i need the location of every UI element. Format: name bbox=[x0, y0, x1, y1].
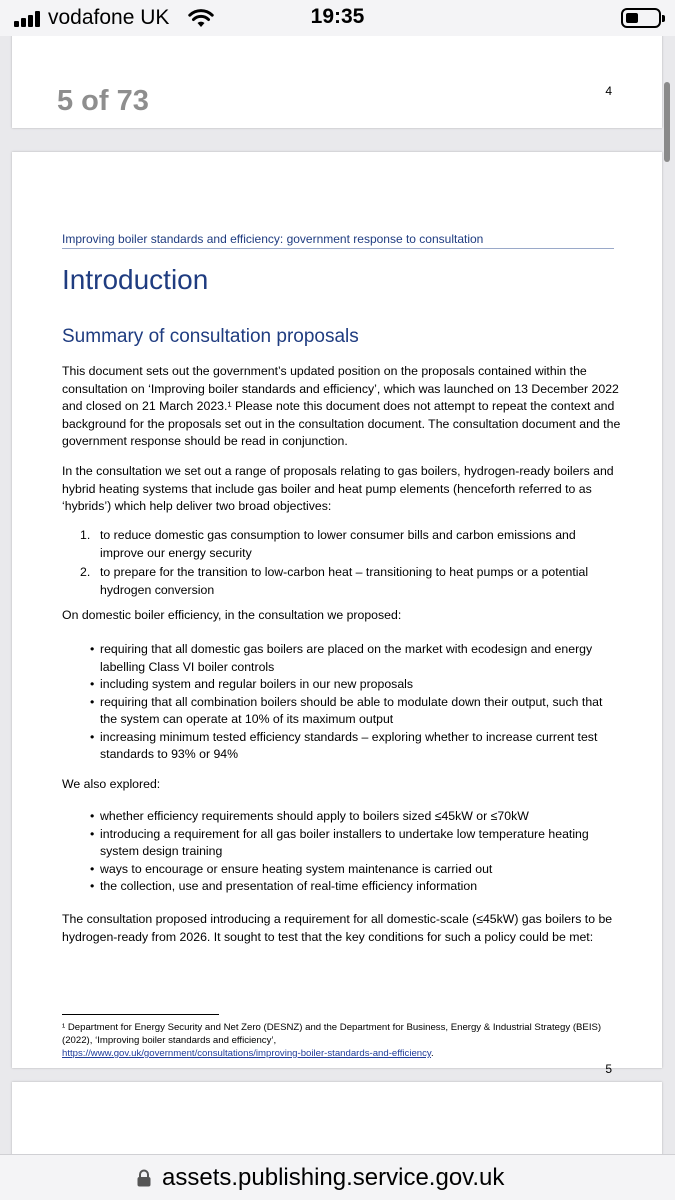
previous-page-number: 4 bbox=[605, 84, 612, 98]
efficiency-bullet-list bbox=[90, 641, 620, 764]
pdf-viewer[interactable] bbox=[0, 36, 675, 1154]
battery-icon bbox=[621, 8, 661, 28]
page-title: Introduction bbox=[62, 264, 209, 295]
list-item bbox=[90, 826, 620, 861]
bullet-icon: • bbox=[90, 809, 95, 823]
list-item bbox=[90, 878, 620, 896]
footnote-end: . bbox=[431, 1048, 434, 1059]
url-bar[interactable] bbox=[0, 1154, 675, 1200]
bullet-icon: • bbox=[90, 694, 95, 709]
list-number: 2. bbox=[80, 565, 91, 579]
paragraph: On domestic boiler efficiency, in the consultation we proposed: bbox=[62, 608, 402, 622]
list-item-text: the collection, use and presentation of real-time efficiency information bbox=[100, 879, 478, 893]
next-page bbox=[12, 1082, 662, 1154]
status-bar bbox=[0, 0, 675, 36]
list-item bbox=[90, 641, 620, 676]
list-item-text: requiring that all combination boilers should be able to modulate down their output, such that the system can operate at 10% of its maximum output bbox=[100, 694, 603, 726]
footnote-divider bbox=[62, 1014, 219, 1015]
clock: 19:35 bbox=[310, 5, 365, 28]
footnote-link[interactable]: https://www.gov.uk/government/consultations/improving-boiler-standards-and-efficiency bbox=[62, 1048, 432, 1059]
bullet-icon: • bbox=[90, 861, 95, 876]
paragraph: The consultation proposed introducing a requirement for all domestic-scale (≤45kW) gas boilers to be hydrogen-ready from 2026. It sought to test that the key conditions for such a policy could be met: bbox=[62, 912, 613, 944]
list-item-text: introducing a requirement for all gas boiler installers to undertake low temperature heating system design training bbox=[100, 826, 589, 858]
scrollbar[interactable] bbox=[664, 82, 670, 162]
bullet-icon: • bbox=[90, 879, 95, 893]
running-head: Improving boiler standards and efficiency: government response to consultation bbox=[62, 232, 484, 246]
lock-icon bbox=[136, 1169, 152, 1187]
list-item-text: including system and regular boilers in our new proposals bbox=[100, 677, 414, 691]
footnote bbox=[62, 1021, 622, 1060]
paragraph: This document sets out the government’s updated position on the proposals contained within the consultation on ‘Improving boiler standards and efficiency’, which was launched on 13 December 2022 and closed on 21 March 2023.¹ Please note this document does not attempt to repeat the context and background for the proposals set out in the consultation document. The consultation document and the government response should be read in conjunction. bbox=[62, 364, 621, 448]
paragraph: In the consultation we set out a range of proposals relating to gas boilers, hydrogen-ready boilers and hybrid heating systems that include gas boiler and heat pump elements (henceforth referred to as ‘hybrids’) which help deliver two broad objectives: bbox=[62, 464, 614, 513]
url-text[interactable]: assets.publishing.service.gov.uk bbox=[162, 1164, 505, 1191]
objectives-list bbox=[80, 527, 620, 601]
bullet-icon: • bbox=[90, 642, 95, 656]
list-item bbox=[90, 729, 620, 764]
paragraph: We also explored: bbox=[62, 777, 161, 791]
list-item-text: ways to encourage or ensure heating system maintenance is carried out bbox=[100, 861, 493, 876]
footnote-text: ¹ Department for Energy Security and Net Zero (DESNZ) and the Department for Business, Energy & Industrial Strategy (BEIS) (2022), ‘Improving boiler standards and efficiency’, bbox=[62, 1022, 602, 1046]
header-divider bbox=[62, 248, 614, 249]
list-item-text: whether efficiency requirements should apply to boilers sized ≤45kW or ≤70kW bbox=[100, 809, 529, 823]
list-item-text: to prepare for the transition to low-carbon heat – transitioning to heat pumps or a potential hydrogen conversion bbox=[100, 565, 589, 597]
list-item bbox=[90, 676, 620, 694]
list-item-text: requiring that all domestic gas boilers are placed on the market with ecodesign and energy labelling Class VI boiler controls bbox=[100, 642, 593, 674]
bullet-icon: • bbox=[90, 677, 95, 691]
page-indicator: 5 of 73 bbox=[57, 85, 149, 117]
section-heading: Summary of consultation proposals bbox=[62, 326, 359, 347]
bullet-icon: • bbox=[90, 729, 95, 744]
list-item bbox=[90, 808, 620, 826]
list-item bbox=[90, 861, 620, 879]
list-item bbox=[80, 527, 620, 562]
document-page bbox=[12, 152, 662, 1076]
carrier-name: vodafone UK bbox=[48, 6, 170, 29]
page-number: 5 bbox=[605, 1062, 612, 1076]
list-item-text: to reduce domestic gas consumption to lower consumer bills and carbon emissions and improve our energy security bbox=[100, 528, 576, 560]
bullet-icon: • bbox=[90, 826, 95, 841]
list-number: 1. bbox=[80, 528, 91, 542]
list-item-text: increasing minimum tested efficiency standards – exploring whether to increase current test standards to 93% or 94% bbox=[100, 729, 598, 761]
list-item bbox=[90, 694, 620, 729]
explored-bullet-list bbox=[90, 808, 620, 896]
list-item bbox=[80, 564, 620, 599]
